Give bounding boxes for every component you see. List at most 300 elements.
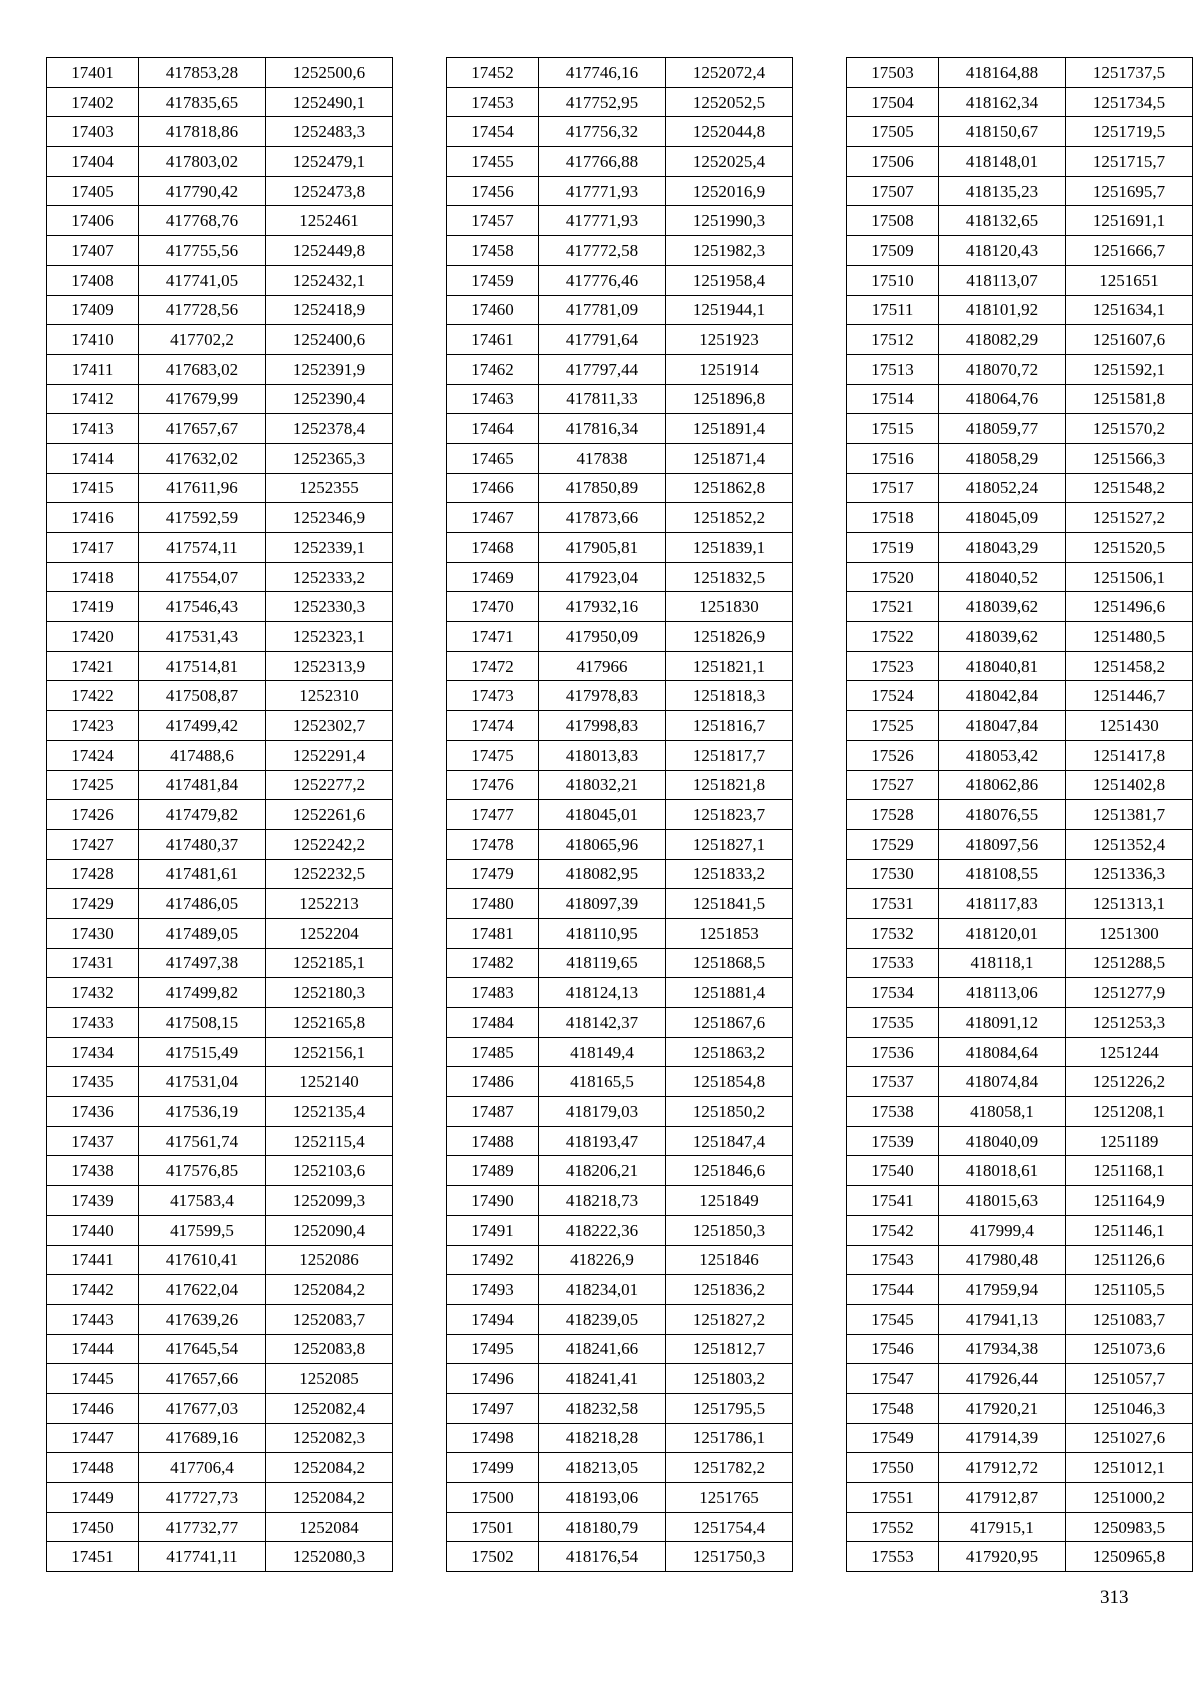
x-coordinate-cell: 417766,88 — [539, 147, 666, 177]
point-id-cell: 17494 — [447, 1304, 539, 1334]
x-coordinate-cell: 417515,49 — [139, 1037, 266, 1067]
point-id-cell: 17475 — [447, 740, 539, 770]
point-id-cell: 17488 — [447, 1126, 539, 1156]
x-coordinate-cell: 418179,03 — [539, 1097, 666, 1127]
y-coordinate-cell: 1251862,8 — [666, 473, 793, 503]
point-id-cell: 17411 — [47, 354, 139, 384]
table-row — [47, 414, 393, 444]
table-row — [847, 740, 1193, 770]
x-coordinate-cell: 417818,86 — [139, 117, 266, 147]
x-coordinate-cell: 418193,47 — [539, 1126, 666, 1156]
y-coordinate-cell: 1251854,8 — [666, 1067, 793, 1097]
point-id-cell: 17422 — [47, 681, 139, 711]
x-coordinate-cell: 417486,05 — [139, 889, 266, 919]
point-id-cell: 17432 — [47, 978, 139, 1008]
point-id-cell: 17468 — [447, 533, 539, 563]
point-id-cell: 17417 — [47, 533, 139, 563]
point-id-cell: 17510 — [847, 265, 939, 295]
table-row — [447, 622, 793, 652]
x-coordinate-cell: 418032,21 — [539, 770, 666, 800]
x-coordinate-cell: 417998,83 — [539, 711, 666, 741]
table-row — [47, 800, 393, 830]
table-row — [447, 1334, 793, 1364]
x-coordinate-cell: 418042,84 — [939, 681, 1066, 711]
point-id-cell: 17524 — [847, 681, 939, 711]
point-id-cell: 17408 — [47, 265, 139, 295]
y-coordinate-cell: 1251666,7 — [1066, 236, 1193, 266]
x-coordinate-cell: 417508,87 — [139, 681, 266, 711]
x-coordinate-cell: 418241,66 — [539, 1334, 666, 1364]
y-coordinate-cell: 1251146,1 — [1066, 1215, 1193, 1245]
table-row — [47, 1067, 393, 1097]
table-row — [47, 1512, 393, 1542]
point-id-cell: 17487 — [447, 1097, 539, 1127]
x-coordinate-cell: 418218,73 — [539, 1186, 666, 1216]
point-id-cell: 17551 — [847, 1483, 939, 1513]
x-coordinate-cell: 417689,16 — [139, 1423, 266, 1453]
point-id-cell: 17407 — [47, 236, 139, 266]
y-coordinate-cell: 1252302,7 — [266, 711, 393, 741]
point-id-cell: 17527 — [847, 770, 939, 800]
y-coordinate-cell: 1251046,3 — [1066, 1393, 1193, 1423]
point-id-cell: 17552 — [847, 1512, 939, 1542]
table-row — [847, 117, 1193, 147]
y-coordinate-cell: 1251750,3 — [666, 1542, 793, 1572]
table-row — [447, 58, 793, 88]
x-coordinate-cell: 417741,11 — [139, 1542, 266, 1572]
y-coordinate-cell: 1252025,4 — [666, 147, 793, 177]
point-id-cell: 17454 — [447, 117, 539, 147]
y-coordinate-cell: 1251430 — [1066, 711, 1193, 741]
point-id-cell: 17535 — [847, 1008, 939, 1038]
point-id-cell: 17544 — [847, 1275, 939, 1305]
x-coordinate-cell: 417632,02 — [139, 443, 266, 473]
table-row — [847, 176, 1193, 206]
y-coordinate-cell: 1251827,2 — [666, 1304, 793, 1334]
x-coordinate-cell: 417803,02 — [139, 147, 266, 177]
x-coordinate-cell: 417554,07 — [139, 562, 266, 592]
x-coordinate-cell: 418040,81 — [939, 651, 1066, 681]
x-coordinate-cell: 417980,48 — [939, 1245, 1066, 1275]
y-coordinate-cell: 1252261,6 — [266, 800, 393, 830]
x-coordinate-cell: 417481,84 — [139, 770, 266, 800]
table-row — [47, 829, 393, 859]
x-coordinate-cell: 417811,33 — [539, 384, 666, 414]
y-coordinate-cell: 1252418,9 — [266, 295, 393, 325]
y-coordinate-cell: 1252479,1 — [266, 147, 393, 177]
point-id-cell: 17435 — [47, 1067, 139, 1097]
point-id-cell: 17448 — [47, 1453, 139, 1483]
x-coordinate-cell: 417790,42 — [139, 176, 266, 206]
y-coordinate-cell: 1252355 — [266, 473, 393, 503]
x-coordinate-cell: 418097,39 — [539, 889, 666, 919]
x-coordinate-cell: 418045,01 — [539, 800, 666, 830]
y-coordinate-cell: 1251105,5 — [1066, 1275, 1193, 1305]
point-id-cell: 17479 — [447, 859, 539, 889]
x-coordinate-cell: 417835,65 — [139, 87, 266, 117]
table-row — [447, 265, 793, 295]
y-coordinate-cell: 1252099,3 — [266, 1186, 393, 1216]
point-id-cell: 17437 — [47, 1126, 139, 1156]
x-coordinate-cell: 417546,43 — [139, 592, 266, 622]
y-coordinate-cell: 1251830 — [666, 592, 793, 622]
table-row — [447, 1364, 793, 1394]
x-coordinate-cell: 417966 — [539, 651, 666, 681]
point-id-cell: 17460 — [447, 295, 539, 325]
point-id-cell: 17537 — [847, 1067, 939, 1097]
point-id-cell: 17543 — [847, 1245, 939, 1275]
y-coordinate-cell: 1251208,1 — [1066, 1097, 1193, 1127]
x-coordinate-cell: 417574,11 — [139, 533, 266, 563]
coordinate-table-2 — [446, 57, 793, 1572]
table-row — [447, 1393, 793, 1423]
x-coordinate-cell: 417912,87 — [939, 1483, 1066, 1513]
y-coordinate-cell: 1251850,2 — [666, 1097, 793, 1127]
point-id-cell: 17522 — [847, 622, 939, 652]
point-id-cell: 17485 — [447, 1037, 539, 1067]
x-coordinate-cell: 418076,55 — [939, 800, 1066, 830]
table-row — [47, 236, 393, 266]
point-id-cell: 17489 — [447, 1156, 539, 1186]
x-coordinate-cell: 417797,44 — [539, 354, 666, 384]
point-id-cell: 17514 — [847, 384, 939, 414]
table-row — [847, 948, 1193, 978]
y-coordinate-cell: 1251803,2 — [666, 1364, 793, 1394]
table-row — [847, 859, 1193, 889]
y-coordinate-cell: 1251226,2 — [1066, 1067, 1193, 1097]
table-row — [47, 265, 393, 295]
y-coordinate-cell: 1251381,7 — [1066, 800, 1193, 830]
point-id-cell: 17507 — [847, 176, 939, 206]
x-coordinate-cell: 417746,16 — [539, 58, 666, 88]
x-coordinate-cell: 418108,55 — [939, 859, 1066, 889]
point-id-cell: 17402 — [47, 87, 139, 117]
table-row — [847, 1037, 1193, 1067]
y-coordinate-cell: 1252346,9 — [266, 503, 393, 533]
x-coordinate-cell: 417683,02 — [139, 354, 266, 384]
point-id-cell: 17491 — [447, 1215, 539, 1245]
point-id-cell: 17403 — [47, 117, 139, 147]
y-coordinate-cell: 1251868,5 — [666, 948, 793, 978]
table-row — [447, 117, 793, 147]
y-coordinate-cell: 1252391,9 — [266, 354, 393, 384]
table-row — [847, 1126, 1193, 1156]
x-coordinate-cell: 418110,95 — [539, 918, 666, 948]
x-coordinate-cell: 418082,95 — [539, 859, 666, 889]
table-row — [47, 1037, 393, 1067]
point-id-cell: 17519 — [847, 533, 939, 563]
y-coordinate-cell: 1251300 — [1066, 918, 1193, 948]
y-coordinate-cell: 1252204 — [266, 918, 393, 948]
table-row — [847, 1245, 1193, 1275]
x-coordinate-cell: 417838 — [539, 443, 666, 473]
table-row — [47, 473, 393, 503]
y-coordinate-cell: 1252473,8 — [266, 176, 393, 206]
table-row — [47, 711, 393, 741]
x-coordinate-cell: 418164,88 — [939, 58, 1066, 88]
y-coordinate-cell: 1251352,4 — [1066, 829, 1193, 859]
y-coordinate-cell: 1251715,7 — [1066, 147, 1193, 177]
table-row — [447, 1512, 793, 1542]
point-id-cell: 17455 — [447, 147, 539, 177]
point-id-cell: 17446 — [47, 1393, 139, 1423]
y-coordinate-cell: 1251891,4 — [666, 414, 793, 444]
x-coordinate-cell: 418043,29 — [939, 533, 1066, 563]
table-row — [847, 503, 1193, 533]
x-coordinate-cell: 418117,83 — [939, 889, 1066, 919]
y-coordinate-cell: 1251000,2 — [1066, 1483, 1193, 1513]
table-row — [47, 1542, 393, 1572]
table-row — [447, 87, 793, 117]
x-coordinate-cell: 417932,16 — [539, 592, 666, 622]
point-id-cell: 17517 — [847, 473, 939, 503]
x-coordinate-cell: 417950,09 — [539, 622, 666, 652]
x-coordinate-cell: 417791,64 — [539, 325, 666, 355]
x-coordinate-cell: 418070,72 — [939, 354, 1066, 384]
point-id-cell: 17413 — [47, 414, 139, 444]
x-coordinate-cell: 418074,84 — [939, 1067, 1066, 1097]
table-row — [447, 1483, 793, 1513]
table-row — [47, 1304, 393, 1334]
point-id-cell: 17542 — [847, 1215, 939, 1245]
y-coordinate-cell: 1251826,9 — [666, 622, 793, 652]
y-coordinate-cell: 1252277,2 — [266, 770, 393, 800]
table-row — [47, 1483, 393, 1513]
table-row — [847, 236, 1193, 266]
point-id-cell: 17410 — [47, 325, 139, 355]
point-id-cell: 17471 — [447, 622, 539, 652]
y-coordinate-cell: 1252082,4 — [266, 1393, 393, 1423]
y-coordinate-cell: 1252500,6 — [266, 58, 393, 88]
x-coordinate-cell: 418150,67 — [939, 117, 1066, 147]
point-id-cell: 17508 — [847, 206, 939, 236]
table-row — [447, 295, 793, 325]
y-coordinate-cell: 1251818,3 — [666, 681, 793, 711]
x-coordinate-cell: 418084,64 — [939, 1037, 1066, 1067]
point-id-cell: 17513 — [847, 354, 939, 384]
y-coordinate-cell: 1252400,6 — [266, 325, 393, 355]
table-row — [447, 859, 793, 889]
x-coordinate-cell: 418119,65 — [539, 948, 666, 978]
table-row — [47, 354, 393, 384]
point-id-cell: 17493 — [447, 1275, 539, 1305]
table-row — [447, 829, 793, 859]
point-id-cell: 17497 — [447, 1393, 539, 1423]
x-coordinate-cell: 418082,29 — [939, 325, 1066, 355]
table-row — [47, 1156, 393, 1186]
point-id-cell: 17492 — [447, 1245, 539, 1275]
table-row — [847, 1067, 1193, 1097]
point-id-cell: 17450 — [47, 1512, 139, 1542]
x-coordinate-cell: 417941,13 — [939, 1304, 1066, 1334]
point-id-cell: 17473 — [447, 681, 539, 711]
y-coordinate-cell: 1251923 — [666, 325, 793, 355]
table-row — [47, 978, 393, 1008]
x-coordinate-cell: 418118,1 — [939, 948, 1066, 978]
y-coordinate-cell: 1252080,3 — [266, 1542, 393, 1572]
table-row — [847, 533, 1193, 563]
x-coordinate-cell: 417531,43 — [139, 622, 266, 652]
table-row — [47, 503, 393, 533]
table-row — [47, 948, 393, 978]
x-coordinate-cell: 417920,95 — [939, 1542, 1066, 1572]
y-coordinate-cell: 1251795,5 — [666, 1393, 793, 1423]
y-coordinate-cell: 1252330,3 — [266, 592, 393, 622]
point-id-cell: 17406 — [47, 206, 139, 236]
point-id-cell: 17423 — [47, 711, 139, 741]
x-coordinate-cell: 418162,34 — [939, 87, 1066, 117]
y-coordinate-cell: 1251821,8 — [666, 770, 793, 800]
y-coordinate-cell: 1251853 — [666, 918, 793, 948]
table-row — [447, 325, 793, 355]
x-coordinate-cell: 417489,05 — [139, 918, 266, 948]
x-coordinate-cell: 417752,95 — [539, 87, 666, 117]
point-id-cell: 17538 — [847, 1097, 939, 1127]
point-id-cell: 17445 — [47, 1364, 139, 1394]
x-coordinate-cell: 418218,28 — [539, 1423, 666, 1453]
x-coordinate-cell: 417934,38 — [939, 1334, 1066, 1364]
y-coordinate-cell: 1252449,8 — [266, 236, 393, 266]
point-id-cell: 17401 — [47, 58, 139, 88]
y-coordinate-cell: 1251073,6 — [1066, 1334, 1193, 1364]
table-row — [847, 592, 1193, 622]
y-coordinate-cell: 1251863,2 — [666, 1037, 793, 1067]
table-row — [47, 87, 393, 117]
table-row — [47, 443, 393, 473]
y-coordinate-cell: 1250983,5 — [1066, 1512, 1193, 1542]
y-coordinate-cell: 1252165,8 — [266, 1008, 393, 1038]
table-row — [447, 711, 793, 741]
table-row — [447, 1126, 793, 1156]
x-coordinate-cell: 418065,96 — [539, 829, 666, 859]
point-id-cell: 17486 — [447, 1067, 539, 1097]
table-row — [847, 1097, 1193, 1127]
y-coordinate-cell: 1252084,2 — [266, 1483, 393, 1513]
point-id-cell: 17444 — [47, 1334, 139, 1364]
x-coordinate-cell: 417926,44 — [939, 1364, 1066, 1394]
table-row — [847, 87, 1193, 117]
point-id-cell: 17553 — [847, 1542, 939, 1572]
y-coordinate-cell: 1251277,9 — [1066, 978, 1193, 1008]
y-coordinate-cell: 1252242,2 — [266, 829, 393, 859]
point-id-cell: 17509 — [847, 236, 939, 266]
x-coordinate-cell: 418176,54 — [539, 1542, 666, 1572]
x-coordinate-cell: 417772,58 — [539, 236, 666, 266]
table-row — [47, 325, 393, 355]
y-coordinate-cell: 1251313,1 — [1066, 889, 1193, 919]
y-coordinate-cell: 1252483,3 — [266, 117, 393, 147]
x-coordinate-cell: 417611,96 — [139, 473, 266, 503]
point-id-cell: 17476 — [447, 770, 539, 800]
y-coordinate-cell: 1251480,5 — [1066, 622, 1193, 652]
x-coordinate-cell: 418120,01 — [939, 918, 1066, 948]
table-row — [847, 562, 1193, 592]
x-coordinate-cell: 417978,83 — [539, 681, 666, 711]
table-row — [47, 1186, 393, 1216]
x-coordinate-cell: 418148,01 — [939, 147, 1066, 177]
y-coordinate-cell: 1251786,1 — [666, 1423, 793, 1453]
point-id-cell: 17548 — [847, 1393, 939, 1423]
y-coordinate-cell: 1251827,1 — [666, 829, 793, 859]
y-coordinate-cell: 1252044,8 — [666, 117, 793, 147]
point-id-cell: 17452 — [447, 58, 539, 88]
y-coordinate-cell: 1251846,6 — [666, 1156, 793, 1186]
y-coordinate-cell: 1251823,7 — [666, 800, 793, 830]
y-coordinate-cell: 1252365,3 — [266, 443, 393, 473]
table-row — [847, 829, 1193, 859]
table-row — [847, 295, 1193, 325]
point-id-cell: 17426 — [47, 800, 139, 830]
point-id-cell: 17429 — [47, 889, 139, 919]
x-coordinate-cell: 418040,09 — [939, 1126, 1066, 1156]
x-coordinate-cell: 417536,19 — [139, 1097, 266, 1127]
x-coordinate-cell: 418018,61 — [939, 1156, 1066, 1186]
table-row — [47, 1126, 393, 1156]
x-coordinate-cell: 418120,43 — [939, 236, 1066, 266]
point-id-cell: 17466 — [447, 473, 539, 503]
table-row — [47, 58, 393, 88]
point-id-cell: 17505 — [847, 117, 939, 147]
y-coordinate-cell: 1252156,1 — [266, 1037, 393, 1067]
x-coordinate-cell: 418059,77 — [939, 414, 1066, 444]
x-coordinate-cell: 418142,37 — [539, 1008, 666, 1038]
x-coordinate-cell: 417583,4 — [139, 1186, 266, 1216]
point-id-cell: 17501 — [447, 1512, 539, 1542]
point-id-cell: 17436 — [47, 1097, 139, 1127]
y-coordinate-cell: 1251253,3 — [1066, 1008, 1193, 1038]
y-coordinate-cell: 1251570,2 — [1066, 414, 1193, 444]
table-row — [47, 562, 393, 592]
y-coordinate-cell: 1252323,1 — [266, 622, 393, 652]
x-coordinate-cell: 417755,56 — [139, 236, 266, 266]
y-coordinate-cell: 1252084,2 — [266, 1453, 393, 1483]
x-coordinate-cell: 417873,66 — [539, 503, 666, 533]
y-coordinate-cell: 1252090,4 — [266, 1215, 393, 1245]
y-coordinate-cell: 1251083,7 — [1066, 1304, 1193, 1334]
point-id-cell: 17443 — [47, 1304, 139, 1334]
y-coordinate-cell: 1252213 — [266, 889, 393, 919]
table-row — [447, 800, 793, 830]
y-coordinate-cell: 1252461 — [266, 206, 393, 236]
table-row — [847, 1512, 1193, 1542]
x-coordinate-cell: 418149,4 — [539, 1037, 666, 1067]
x-coordinate-cell: 418193,06 — [539, 1483, 666, 1513]
table-row — [47, 206, 393, 236]
table-row — [47, 1008, 393, 1038]
y-coordinate-cell: 1252084 — [266, 1512, 393, 1542]
x-coordinate-cell: 417914,39 — [939, 1423, 1066, 1453]
x-coordinate-cell: 417592,59 — [139, 503, 266, 533]
x-coordinate-cell: 417599,5 — [139, 1215, 266, 1245]
y-coordinate-cell: 1251867,6 — [666, 1008, 793, 1038]
point-id-cell: 17419 — [47, 592, 139, 622]
point-id-cell: 17421 — [47, 651, 139, 681]
x-coordinate-cell: 418062,86 — [939, 770, 1066, 800]
y-coordinate-cell: 1251944,1 — [666, 295, 793, 325]
y-coordinate-cell: 1251126,6 — [1066, 1245, 1193, 1275]
y-coordinate-cell: 1251734,5 — [1066, 87, 1193, 117]
point-id-cell: 17529 — [847, 829, 939, 859]
y-coordinate-cell: 1251847,4 — [666, 1126, 793, 1156]
point-id-cell: 17547 — [847, 1364, 939, 1394]
point-id-cell: 17427 — [47, 829, 139, 859]
x-coordinate-cell: 418206,21 — [539, 1156, 666, 1186]
table-row — [47, 1245, 393, 1275]
x-coordinate-cell: 418239,05 — [539, 1304, 666, 1334]
x-coordinate-cell: 418064,76 — [939, 384, 1066, 414]
x-coordinate-cell: 417480,37 — [139, 829, 266, 859]
point-id-cell: 17480 — [447, 889, 539, 919]
